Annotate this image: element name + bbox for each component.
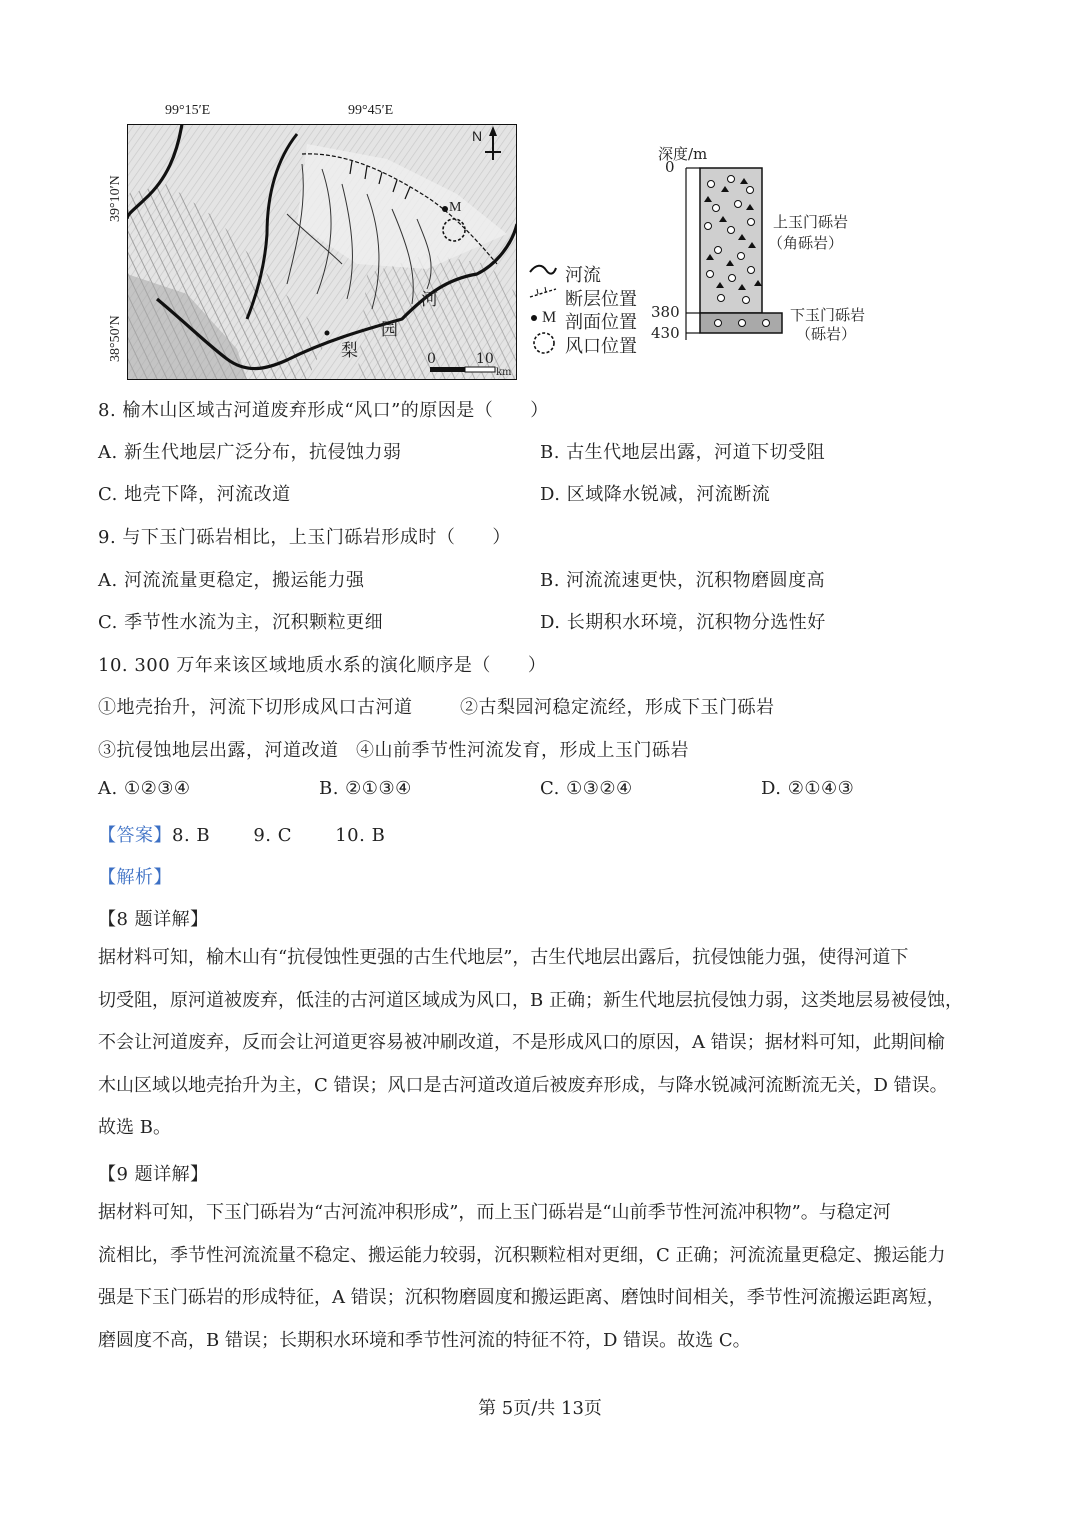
legend-point-symbol: M <box>542 309 557 326</box>
question-10-option-a: A. ①②③④ <box>98 778 191 799</box>
lower-label-1: 下玉门砾岩 <box>790 306 866 324</box>
answer-text: 8. B 9. C 10. B <box>172 825 386 846</box>
river-char-2: 园 <box>381 320 398 340</box>
question-9-option-c: C. 季节性水流为主，沉积颗粒更细 <box>98 612 384 633</box>
point-M-icon <box>528 312 540 324</box>
lower-label-2: （砾岩） <box>796 325 857 343</box>
question-10-item-4: ④山前季节性河流发育，形成上玉门砾岩 <box>356 740 689 761</box>
scale-ten: 10 <box>476 351 494 367</box>
detail-8-line: 木山区域以地壳抬升为主，C 错误；风口是古河道改道后被废弃形成，与降水锐减河流断流无关，D 错误。 <box>98 1074 948 1096</box>
detail-9-paragraph <box>98 1192 988 1362</box>
question-8-option-b: B. 古生代地层出露，河道下切受阻 <box>540 442 826 463</box>
question-8-option-d: D. 区域降水锐减，河流断流 <box>540 484 771 505</box>
detail-8-line: 不会让河道废弃，反而会让河道更容易被冲刷改道，不是形成风口的原因，A 错误；据材料可知，此期间榆 <box>98 1032 945 1053</box>
detail-8-line: 故选 B。 <box>98 1117 171 1138</box>
point-M-label: M <box>449 200 462 215</box>
detail-9-line: 强是下玉门砾岩的形成特征，A 错误；沉积物磨圆度和搬运距离、磨蚀时间相关，季节性河流搬运距离短， <box>98 1287 945 1308</box>
question-10-option-c: C. ①③②④ <box>540 778 633 799</box>
answer-line <box>98 821 385 847</box>
fault-line-icon <box>528 285 558 301</box>
lon-label-1: 99°15′E <box>165 103 211 118</box>
lat-label-2: 38°50′N <box>108 315 123 362</box>
question-8-stem: 8. 榆木山区域古河道废弃形成“风口”的原因是（ ） <box>98 400 549 421</box>
question-10-option-d: D. ②①④③ <box>761 778 855 799</box>
detail-8-paragraph <box>98 937 988 1150</box>
question-10-item-1: ①地壳抬升，河流下切形成风口古河道 <box>98 697 413 718</box>
legend-point-label: 剖面位置 <box>565 312 637 333</box>
question-10-item-2: ②古梨园河稳定流经，形成下玉门砾岩 <box>460 697 775 718</box>
north-label: N <box>472 128 483 144</box>
question-9-option-d: D. 长期积水环境，沉积物分选性好 <box>540 612 826 633</box>
question-8-option-a: A. 新生代地层广泛分布，抗侵蚀力弱 <box>98 442 402 463</box>
scale-zero: 0 <box>427 351 436 367</box>
map-frame <box>127 124 517 380</box>
detail-8-title: 【8 题详解】 <box>98 909 209 930</box>
question-9-stem: 9. 与下玉门砾岩相比，上玉门砾岩形成时（ ） <box>98 527 511 548</box>
question-10-option-b: B. ②①③④ <box>319 778 412 799</box>
detail-9-line: 据材料可知，下玉门砾岩为“古河流冲积形成”，而上玉门砾岩是“山前季节性河流冲积物”。与稳定河 <box>98 1202 891 1223</box>
question-10-stem: 10. 300 万年来该区域地质水系的演化顺序是（ ） <box>98 655 547 676</box>
scale-unit: km <box>496 367 512 378</box>
analysis-tag: 【解析】 <box>98 867 172 888</box>
detail-8-line: 据材料可知，榆木山有“抗侵蚀性更强的古生代地层”，古生代地层出露后，抗侵蚀能力强，使得河道下 <box>98 947 909 968</box>
river-char-3: 梨 <box>341 341 358 361</box>
lat-label-1: 39°10′N <box>108 175 123 222</box>
legend-river-label: 河流 <box>565 265 601 286</box>
river-line-icon <box>528 262 558 278</box>
question-9-option-b: B. 河流流速更快，沉积物磨圆度高 <box>540 570 826 591</box>
lon-label-2: 99°45′E <box>348 103 394 118</box>
detail-9-line: 流相比，季节性河流流量不稳定、搬运能力较弱，沉积颗粒相对更细，C 正确；河流流量更稳定、搬运能力 <box>98 1244 946 1266</box>
depth-title: 深度/m <box>658 145 708 163</box>
legend-fault-label: 断层位置 <box>565 289 637 310</box>
question-9-option-a: A. 河流流量更稳定，搬运能力强 <box>98 570 365 591</box>
river-char-1: 河 <box>421 290 438 310</box>
depth-tick-0: 0 <box>665 158 675 176</box>
upper-label-2: （角砾岩） <box>768 234 844 252</box>
depth-tick-380: 380 <box>651 303 680 321</box>
detail-9-line: 磨圆度不高，B 错误；长期积水环境和季节性河流的特征不符，D 错误。故选 C。 <box>98 1329 751 1351</box>
question-8-option-c: C. 地壳下降，河流改道 <box>98 484 291 505</box>
upper-label-1: 上玉门砾岩 <box>773 213 849 231</box>
legend-gap-label: 风口位置 <box>565 336 637 357</box>
detail-9-title: 【9 题详解】 <box>98 1164 209 1185</box>
answer-tag: 【答案】 <box>98 825 172 846</box>
question-10-item-3: ③抗侵蚀地层出露，河道改道 <box>98 740 339 761</box>
dashed-circle-icon <box>531 330 557 356</box>
detail-8-line: 切受阻，原河道被废弃，低洼的古河道区域成为风口，B 正确；新生代地层抗侵蚀力弱，这类地层易被侵蚀， <box>98 989 963 1011</box>
depth-tick-430: 430 <box>651 324 680 342</box>
page-footer: 第 5页/共 13页 <box>478 1398 602 1419</box>
